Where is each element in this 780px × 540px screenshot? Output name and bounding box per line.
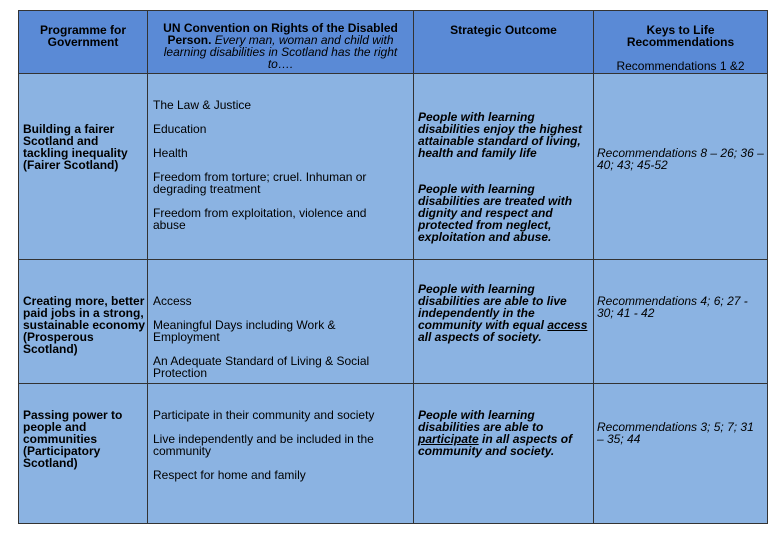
rights-outcomes-table [18, 10, 768, 524]
column-divider [147, 11, 148, 523]
row2-programme: Creating more, better paid jobs in a strong, sustainable economy (Prosperous Scotland) [23, 294, 146, 356]
right-meaningful-days: Meaningful Days including Work & Employment [153, 318, 336, 344]
row-divider [19, 73, 767, 74]
header-un-convention: UN Convention on Rights of the Disabled Person. Every man, woman and child with learning disabilities in Scotland has the right to…. [163, 21, 398, 71]
header-strategic-outcome: Strategic Outcome [450, 23, 557, 37]
row3-outcome-participate: People with learning disabilities are able to participate in all aspects of community and society. [418, 408, 573, 458]
right-education: Education [153, 122, 207, 136]
right-participate: Participate in their community and society [153, 408, 375, 422]
right-freedom-exploitation: Freedom from exploitation, violence and abuse [153, 206, 367, 232]
right-adequate-standard: An Adequate Standard of Living & Social Protection [153, 354, 370, 380]
right-access: Access [153, 294, 192, 308]
row-divider [19, 383, 767, 384]
row3-recommendations: Recommendations 3; 5; 7; 31 – 35; 44 [597, 420, 754, 446]
right-respect-home-family: Respect for home and family [153, 468, 306, 482]
row1-outcome-standard-of-living: People with learning disabilities enjoy the highest attainable standard of living, health and family life [418, 110, 583, 160]
header-recommendations-sub: Recommendations 1 &2 [616, 59, 745, 73]
row3-programme: Passing power to people and communities (Participatory Scotland) [23, 408, 123, 470]
right-freedom-torture: Freedom from torture; cruel. Inhuman or degrading treatment [153, 170, 367, 196]
row-divider [19, 259, 767, 260]
row2-outcome-live-independently: People with learning disabilities are able to live independently in the community with equal access all aspects of society. [418, 282, 588, 344]
row1-recommendations: Recommendations 8 – 26; 36 – 40; 43; 45-52 [597, 146, 764, 172]
row2-recommendations: Recommendations 4; 6; 27 - 30; 41 - 42 [597, 294, 748, 320]
header-keys-to-life: Keys to Life Recommendations [626, 23, 735, 49]
row1-outcome-dignity: People with learning disabilities are treated with dignity and respect and protected from neglect, exploitation and abuse. [418, 182, 573, 244]
column-divider [593, 11, 594, 523]
right-law-justice: The Law & Justice [153, 98, 252, 112]
row1-programme: Building a fairer Scotland and tackling inequality (Fairer Scotland) [23, 122, 128, 172]
column-divider [413, 11, 414, 523]
right-live-independently: Live independently and be included in the community [153, 432, 374, 458]
right-health: Health [153, 146, 188, 160]
header-programme: Programme for Government [39, 23, 127, 49]
